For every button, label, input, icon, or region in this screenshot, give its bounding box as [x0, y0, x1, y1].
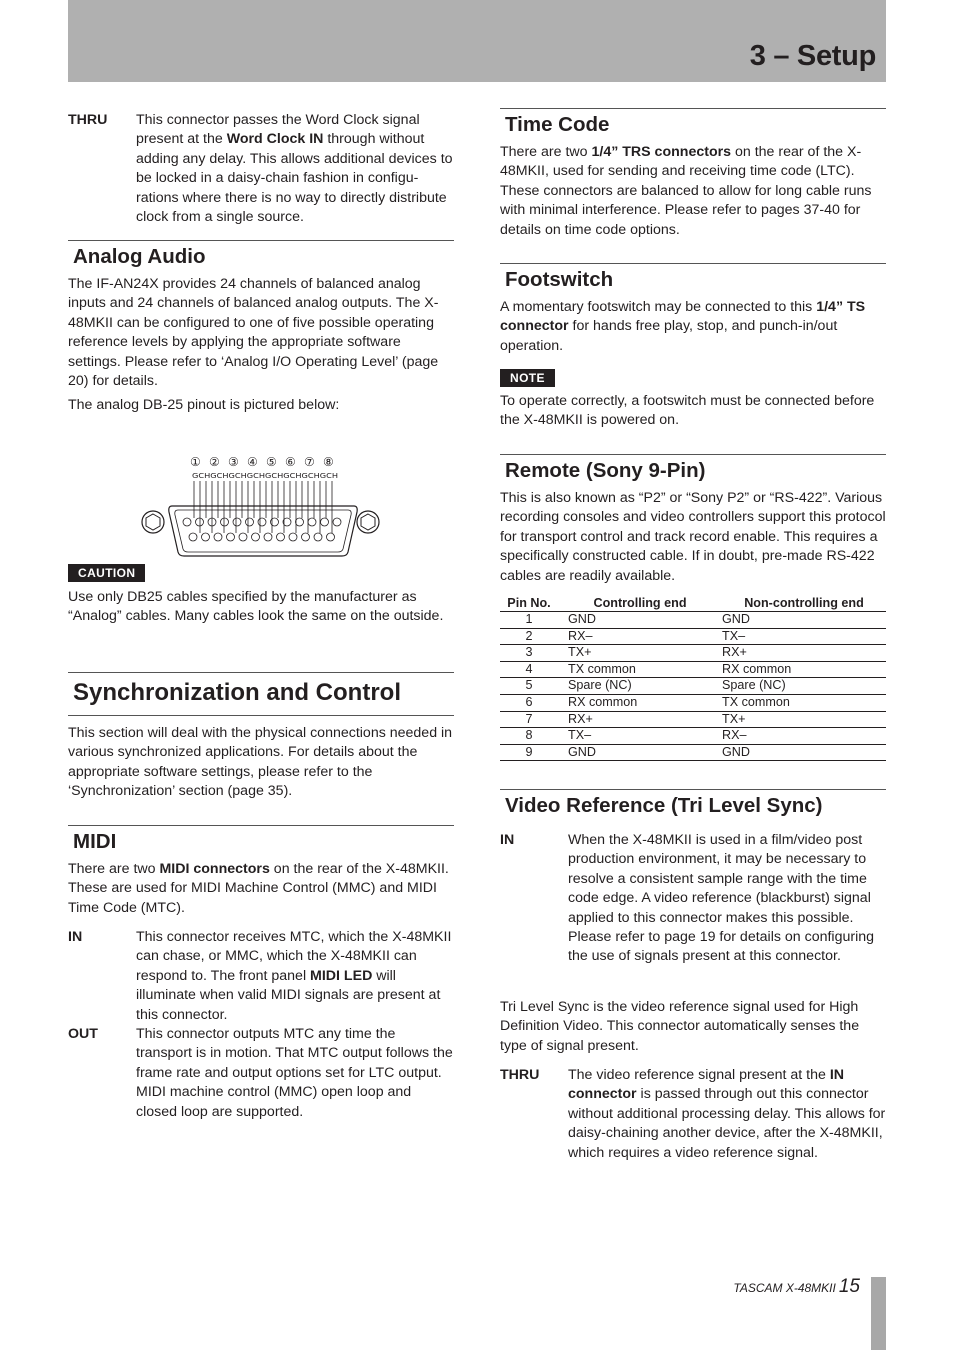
non-controlling-end-cell: TX+: [722, 711, 886, 728]
note-text: To operate correctly, a footswitch must be connected before the X-48MKII is powered on.: [500, 393, 875, 429]
connector-pin-hole: [252, 533, 260, 541]
note-text-block: [500, 392, 886, 431]
footer-tab-bar: [871, 1277, 886, 1350]
pin-number-cell: 7: [500, 711, 558, 728]
connector-pin-hole: [296, 518, 304, 526]
connector-pin-hole: [258, 518, 266, 526]
footswitch-body: A momentary footswitch may be connected to this 1/4” TS connector for hands free play, stop, and punch-in/out operation.: [500, 299, 866, 354]
connector-pin-hole: [239, 533, 247, 541]
sync-control-paragraph: This section will deal with the physical connections needed in various synchronized applications. For details about the appropriate software settings, please refer to the ‘Synchronization’ section (page 35).: [68, 725, 453, 800]
midi-intro: There are two MIDI connectors on the rear of the X-48MKII. These are used for MIDI Machine Control (MMC) and MIDI Time Code (MTC).: [68, 861, 449, 916]
caution-text-block: [68, 588, 454, 627]
sync-control-body: [68, 724, 454, 802]
pin-number-cell: 6: [500, 694, 558, 711]
midi-heading: MIDI: [68, 825, 454, 855]
midi-out-description: This connector outputs MTC any time the transport is in motion. That MTC output follows the frame rate and output options set for LTC output. MIDI machine control (MMC) open loop and closed loop are supported.: [136, 1026, 453, 1120]
connector-channel-number: ③: [228, 455, 239, 469]
video-thru-term: THRU: [500, 1067, 540, 1083]
pin-row: [500, 628, 886, 645]
analog-audio-paragraph: The IF-AN24X provides 24 channels of balanced analog inputs and 24 channels of balanced analog outputs. The X-48MKII can be configured to one of five possible operating reference levels by applying the appropriate software settings. Please refer to ‘Analog I/O Operating Level’ (page 20) for details.: [68, 276, 439, 390]
remote-paragraph: This is also known as “P2” or “Sony P2” or “RS-422”. Various recording consoles and video controllers support this protocol for transport control and track record enable. This requires a specifically constructed cable. If in doubt, pre-made RS-422 cables are readily available.: [500, 490, 886, 584]
connector-pin-hole: [321, 518, 329, 526]
connector-pin-hole: [183, 518, 191, 526]
connector-pin-hole: [233, 518, 241, 526]
pin-row: [500, 661, 886, 678]
pin-number-cell: 5: [500, 678, 558, 695]
pin-number-cell: 9: [500, 744, 558, 761]
video-reference-heading: Video Reference (Tri Level Sync): [500, 789, 886, 819]
page-header: [68, 0, 886, 82]
connector-pin-hole: [308, 518, 316, 526]
controlling-end-cell: GND: [558, 744, 722, 761]
footswitch-heading: Footswitch: [500, 263, 886, 293]
connector-channel-number: ⑦: [304, 455, 315, 469]
pin-row: [500, 694, 886, 711]
connector-channel-number: ⑤: [266, 455, 277, 469]
non-controlling-end-cell: RX common: [722, 661, 886, 678]
non-controlling-end-cell: Spare (NC): [722, 678, 886, 695]
midi-out-row: [68, 1025, 454, 1122]
connector-pin-hole: [302, 533, 310, 541]
pin-row: [500, 645, 886, 662]
connector-pin-hole: [196, 518, 204, 526]
pin-row: [500, 612, 886, 629]
tri-level-sync-paragraph: Tri Level Sync is the video reference signal used for High Definition Video. This connector automatically senses the type of signal present.: [500, 999, 860, 1054]
analog-audio-body: [68, 275, 454, 416]
connector-pin-hole: [289, 533, 297, 541]
remote-heading: Remote (Sony 9-Pin): [500, 454, 886, 484]
midi-in-term: IN: [68, 929, 83, 945]
video-in-term: IN: [500, 832, 515, 848]
midi-in-description: This connector receives MTC, which the X-48MKII can chase, or MMC, which the X-48MKII can respond to. The front panel MIDI LED will illuminate when valid MIDI signals are present at this connector.: [136, 929, 452, 1023]
non-controlling-end-cell: TX–: [722, 628, 886, 645]
non-controlling-end-cell: GND: [722, 744, 886, 761]
connector-channel-number: ⑥: [285, 455, 296, 469]
non-controlling-end-cell: RX+: [722, 645, 886, 662]
midi-definitions: [68, 928, 454, 1122]
connector-channel-number: ④: [247, 455, 258, 469]
controlling-end-cell: RX common: [558, 694, 722, 711]
pin-number-cell: 3: [500, 645, 558, 662]
controlling-end-cell: RX+: [558, 711, 722, 728]
non-controlling-end-cell: TX common: [722, 694, 886, 711]
connector-channel-number: ②: [209, 455, 220, 469]
video-in-definition: [500, 831, 886, 967]
midi-in-row: [68, 928, 454, 1025]
sony-9pin-table: [500, 594, 886, 761]
connector-pin-hole: [189, 533, 197, 541]
controlling-end-cell: RX–: [558, 628, 722, 645]
controlling-end-cell: TX–: [558, 728, 722, 745]
pin-number-cell: 4: [500, 661, 558, 678]
thru-term: THRU: [68, 112, 108, 128]
note-label: NOTE: [500, 369, 555, 387]
pin-row: [500, 728, 886, 745]
analog-pinout-caption: The analog DB-25 pinout is pictured below:: [68, 397, 340, 414]
page-number: 15: [838, 1276, 860, 1297]
pin-number-cell: 2: [500, 628, 558, 645]
controlling-end-header: Controlling end: [558, 594, 722, 612]
connector-pin-hole: [214, 533, 222, 541]
caution-label: CAUTION: [68, 564, 145, 582]
connector-pin-labels: GCHGCHGCHGCHGCHGCHGCHGCH: [192, 472, 338, 480]
page-footer: [733, 1276, 860, 1298]
thru-definition: [68, 111, 454, 227]
non-controlling-end-cell: RX–: [722, 728, 886, 745]
connector-channel-number: ⑧: [323, 455, 334, 469]
video-thru-definition: [500, 1066, 886, 1163]
connector-channel-number: ①: [190, 455, 201, 469]
connector-pin-hole: [264, 533, 272, 541]
connector-pin-hole: [246, 518, 254, 526]
footer-model: TASCAM X-48MKII: [733, 1281, 836, 1295]
video-thru-description: The video reference signal present at the IN connector is passed through out this connector without additional processing delay. This allows for daisy-chaining another device, after the X-48MKII, which requires a video reference signal.: [568, 1067, 886, 1161]
pin-number-cell: 8: [500, 728, 558, 745]
pin-row: [500, 678, 886, 695]
controlling-end-cell: TX common: [558, 661, 722, 678]
connector-pin-hole: [277, 533, 285, 541]
sync-control-heading: Synchronization and Control: [68, 672, 454, 716]
non-controlling-end-header: Non-controlling end: [722, 594, 886, 612]
pin-row: [500, 744, 886, 761]
caution-text: Use only DB25 cables specified by the manufacturer as “Analog” cables. Many cables look the same on the outside.: [68, 589, 444, 625]
pin-no-header: Pin No.: [500, 594, 558, 612]
pin-row: [500, 711, 886, 728]
connector-pin-hole: [314, 533, 322, 541]
analog-audio-heading: Analog Audio: [68, 240, 454, 270]
time-code-body: There are two 1/4” TRS connectors on the rear of the X-48MKII, used for sending and receiving time code (LTC). These connectors are balanced to allow for long cable runs with minimal interference. Please refer to pages 37-40 for details on time code options.: [500, 144, 872, 238]
controlling-end-cell: TX+: [558, 645, 722, 662]
connector-pin-hole: [333, 518, 341, 526]
remote-body: [500, 489, 886, 586]
db25-connector-diagram: [138, 450, 388, 562]
pin-table-header: [500, 594, 886, 612]
thru-description: This connector passes the Word Clock signal present at the Word Clock IN through without adding any delay. This allows additional devices to be locked in a daisy-chain fashion in configurations where there is no way to directly distribute clock from a single source.: [136, 112, 453, 226]
connector-pin-hole: [327, 533, 335, 541]
controlling-end-cell: GND: [558, 612, 722, 629]
video-in-description: When the X-48MKII is used in a film/video post production environment, it may be necessary to resolve a consistent sample range with the time code edge. A video reference (blackburst) signal applied to this connector makes this possible. Please refer to page 19 for details on configuring the use of signals present at this connector.: [568, 832, 875, 965]
connector-pin-hole: [202, 533, 210, 541]
time-code-heading: Time Code: [500, 108, 886, 138]
midi-out-term: OUT: [68, 1026, 98, 1043]
connector-pin-hole: [227, 533, 235, 541]
pin-number-cell: 1: [500, 612, 558, 629]
controlling-end-cell: Spare (NC): [558, 678, 722, 695]
non-controlling-end-cell: GND: [722, 612, 886, 629]
tri-level-sync-body: [500, 998, 886, 1056]
connector-pin-hole: [221, 518, 229, 526]
page-title: 3 – Setup: [749, 40, 876, 72]
